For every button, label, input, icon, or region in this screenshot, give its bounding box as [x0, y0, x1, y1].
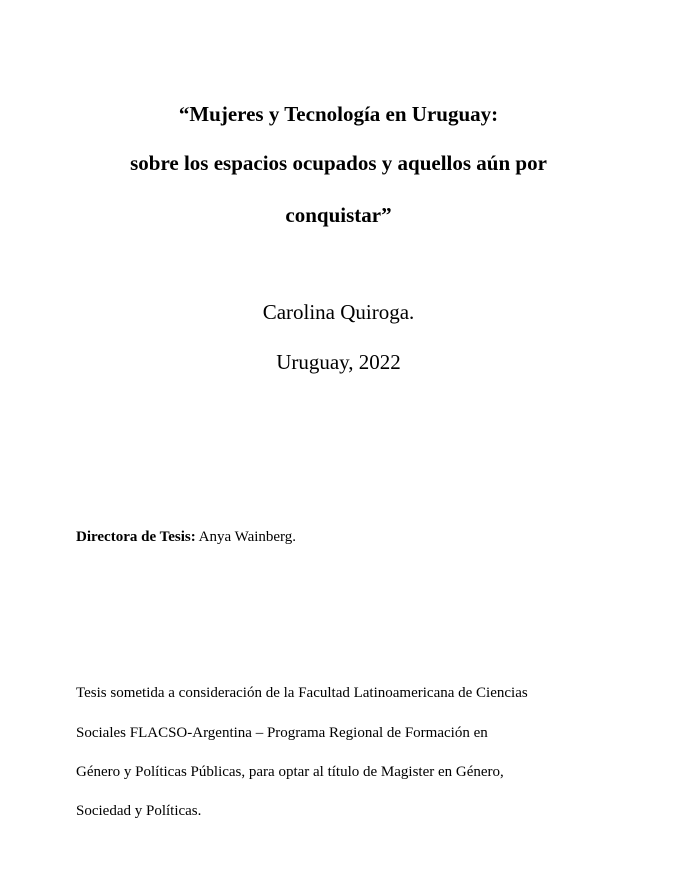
thesis-title-line-2: sobre los espacios ocupados y aquellos aún por [130, 151, 547, 175]
thesis-title-line-3: conquistar” [285, 203, 392, 227]
submission-line-4: Sociedad y Políticas. [76, 803, 202, 819]
submission-line-3: Género y Políticas Públicas, para optar al título de Magister en Género, [76, 764, 504, 780]
thesis-director [76, 528, 296, 546]
submission-line-1: Tesis sometida a consideración de la Facultad Latinoamericana de Ciencias [76, 685, 528, 701]
thesis-title-line-1: “Mujeres y Tecnología en Uruguay: [178, 102, 499, 126]
author-name: Carolina Quiroga. [262, 300, 415, 324]
director-name: Anya Wainberg. [195, 529, 297, 545]
submission-line-2: Sociales FLACSO-Argentina – Programa Regional de Formación en [76, 725, 488, 741]
director-label: Directora de Tesis: [76, 529, 196, 545]
place-and-year: Uruguay, 2022 [276, 350, 401, 374]
